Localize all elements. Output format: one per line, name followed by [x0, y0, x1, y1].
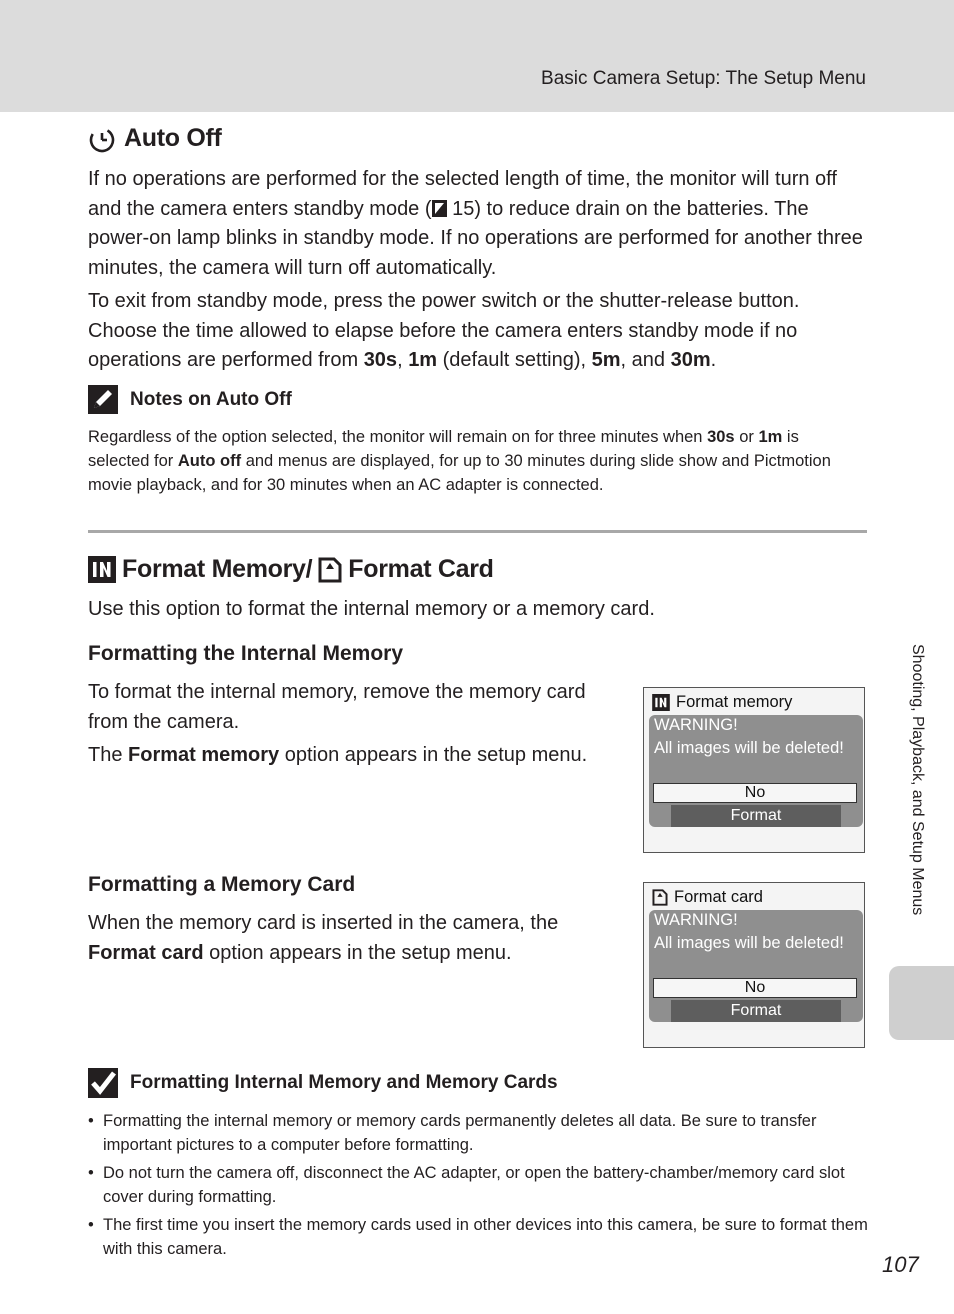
note-title: Notes on Auto Off	[130, 388, 292, 410]
internal-memory-icon	[88, 556, 116, 583]
format-heading	[88, 555, 494, 584]
format-card-option: Format card	[88, 941, 204, 964]
auto-off-heading	[88, 124, 222, 153]
auto-off-para-2	[88, 287, 868, 376]
note-heading	[88, 385, 292, 414]
option-30m: 30m	[670, 349, 711, 371]
caution-heading	[88, 1068, 558, 1098]
list-item: • The first time you insert the memory cards used in other devices into this camera, be sure to format them with this camera.	[88, 1213, 868, 1261]
side-section-label: Shooting, Playback, and Setup Menus	[909, 644, 926, 916]
header-band	[0, 0, 954, 112]
option-1m: 1m	[758, 428, 783, 446]
text: To exit from standby mode, press the power switch or the shutter-release button. Choose the time allowed to elapse before the camera enters standby mode if no operations are performed from	[88, 290, 800, 371]
format-memory-screen	[643, 687, 865, 853]
internal-memory-heading: Formatting the Internal Memory	[88, 642, 404, 665]
format-title-a: Format Memory/	[122, 555, 313, 583]
text: option appears in the setup menu.	[203, 941, 512, 964]
memory-card-icon	[652, 889, 668, 906]
timer-icon	[88, 125, 116, 153]
section-divider	[88, 530, 867, 533]
text: When the memory card is inserted in the camera, the	[88, 912, 559, 934]
format-title-b: Format Card	[348, 555, 494, 583]
caution-list	[88, 1109, 868, 1265]
option-1m: 1m	[408, 349, 438, 371]
internal-memory-para-2	[88, 741, 608, 771]
memory-card-heading: Formatting a Memory Card	[88, 873, 356, 896]
caution-title: Formatting Internal Memory and Memory Cards	[130, 1072, 558, 1093]
text: .	[710, 349, 717, 371]
warning-detail: All images will be deleted!	[654, 739, 844, 757]
option-30s: 30s	[707, 428, 735, 446]
warning-text: WARNING!	[654, 716, 738, 734]
screen-title-text: Format memory	[676, 693, 793, 711]
format-option[interactable]: Format	[671, 1000, 841, 1022]
no-option[interactable]: No	[653, 978, 857, 998]
screen-title-text: Format card	[674, 888, 763, 906]
warning-text: WARNING!	[654, 911, 738, 929]
page-ref-icon	[432, 200, 447, 217]
text: and menus are displayed, for up to 30 minutes during slide show and Pictmotion movie playback, and for 30 minutes when an AC adapter is connected.	[88, 452, 831, 494]
internal-memory-para-1: To format the internal memory, remove the memory card from the camera.	[88, 681, 586, 733]
auto-off-para-1	[88, 165, 864, 283]
memory-card-icon	[318, 557, 342, 583]
format-intro: Use this option to format the internal memory or a memory card.	[88, 598, 655, 620]
warning-panel	[649, 910, 863, 1022]
format-card-screen	[643, 882, 865, 1048]
text: ) to reduce drain on the batteries. The power-on lamp blinks in standby mode. If no operations are performed for another three minutes, the camera will turn off automatically.	[88, 197, 863, 279]
list-item: • Formatting the internal memory or memory cards permanently deletes all data. Be sure to transfer important pictures to a computer before formatting.	[88, 1109, 868, 1157]
text: Regardless of the option selected, the monitor will remain on for three minutes when	[88, 428, 708, 446]
text: If no operations are performed for the selected length of time, the monitor will turn off and the camera enters standby mode (	[88, 168, 837, 220]
memory-card-para	[88, 909, 608, 968]
check-caution-icon	[88, 1068, 118, 1098]
screen-title	[652, 888, 763, 907]
side-tab	[889, 966, 954, 1040]
text: , and	[620, 349, 671, 371]
list-item: • Do not turn the camera off, disconnect the AC adapter, or open the battery-chamber/memory card slot cover during formatting.	[88, 1161, 868, 1209]
text: or	[734, 428, 759, 446]
screen-title	[652, 693, 792, 712]
option-30s: 30s	[363, 349, 398, 371]
text: option appears in the setup menu.	[279, 744, 588, 766]
format-option[interactable]: Format	[671, 805, 841, 827]
auto-off-title: Auto Off	[124, 124, 222, 152]
page-ref: 15	[452, 197, 475, 220]
auto-off-option: Auto off	[177, 452, 242, 470]
no-option[interactable]: No	[653, 783, 857, 803]
note-pencil-icon	[88, 385, 118, 414]
note-body	[88, 425, 864, 497]
text: ,	[397, 349, 409, 371]
internal-memory-icon	[652, 694, 670, 711]
text: is selected for	[88, 428, 799, 470]
running-header: Basic Camera Setup: The Setup Menu	[541, 68, 866, 89]
text: (default setting),	[437, 349, 592, 371]
text: The	[88, 744, 129, 766]
page-number: 107	[882, 1252, 919, 1277]
option-5m: 5m	[591, 349, 621, 371]
warning-detail: All images will be deleted!	[654, 934, 844, 952]
warning-panel	[649, 715, 863, 827]
format-memory-option: Format memory	[128, 744, 280, 766]
